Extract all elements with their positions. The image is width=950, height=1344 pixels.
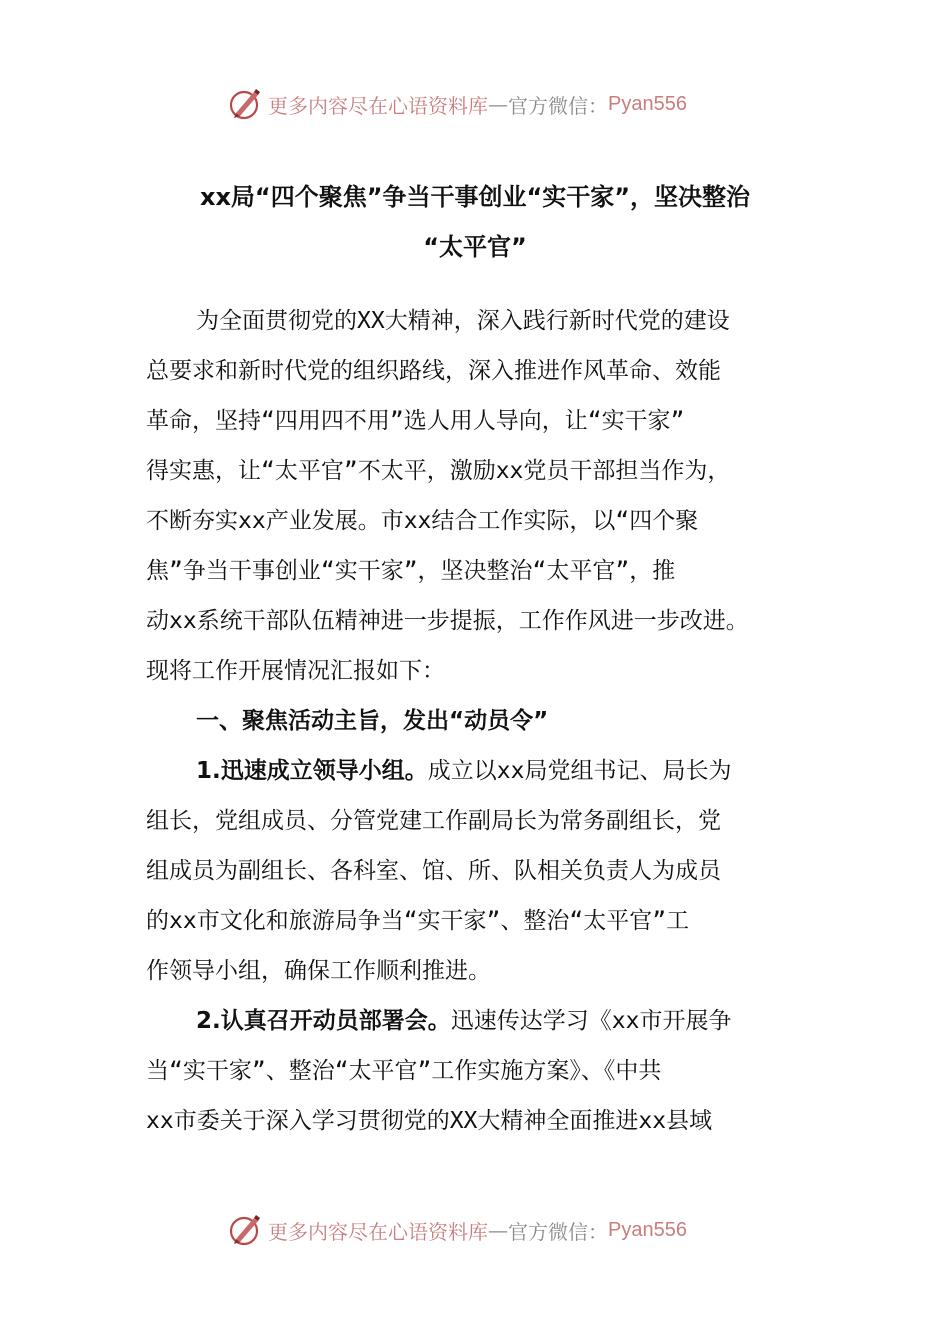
- paragraph-1-line-4: 得实惠，让“太平官”不太平，激励xx党员干部担当作为，: [146, 458, 731, 484]
- paragraph-1-line-1: 为全面贯彻党的XX大精神，深入践行新时代党的建设: [196, 308, 730, 334]
- item-1-line-3: 组成员为副组长、各科室、馆、所、队相关负责人为成员: [146, 858, 721, 884]
- footer-banner: [0, 1210, 950, 1250]
- header-banner: [0, 84, 950, 124]
- paragraph-1-line-8: 现将工作开展情况汇报如下：: [146, 658, 445, 684]
- paragraph-1-line-7: 动xx系统干部队伍精神进一步提振，工作作风进一步改进。: [146, 608, 749, 634]
- item-1-line-5: 作领导小组，确保工作顺利推进。: [146, 958, 491, 984]
- item-2-line-1: [196, 996, 731, 1046]
- header-banner-label: 官方微信：: [508, 93, 608, 118]
- item-1-line-2: 组长，党组成员、分管党建工作副局长为常务副组长，党: [146, 808, 721, 834]
- item-2-line-2: 当“实干家”、整治“太平官”工作实施方案》、《中共: [146, 1058, 662, 1084]
- header-banner-content: [228, 84, 687, 124]
- header-banner-wechat-id: Pyan556: [608, 92, 687, 115]
- item-1-first-text: 成立以xx局党组书记、局长为: [427, 758, 732, 784]
- header-banner-site-text: 更多内容尽在心语资料库: [268, 93, 488, 118]
- footer-banner-dash: —: [488, 1218, 508, 1242]
- pen-logo-icon: [228, 86, 264, 122]
- item-1-line-1: [196, 746, 731, 796]
- item-2-line-3: xx市委关于深入学习贯彻党的XX大精神全面推进xx县域: [146, 1108, 713, 1134]
- footer-banner-label: 官方微信：: [508, 1219, 608, 1244]
- header-banner-dash: —: [488, 92, 508, 116]
- pen-logo-icon: [228, 1212, 264, 1248]
- footer-banner-content: [228, 1210, 687, 1250]
- item-1-lead: 1.迅速成立领导小组。: [196, 758, 428, 784]
- footer-banner-site-text: 更多内容尽在心语资料库: [268, 1219, 488, 1244]
- item-2-lead: 2.认真召开动员部署会。: [196, 1008, 451, 1034]
- item-1-line-4: 的xx市文化和旅游局争当“实干家”、整治“太平官”工: [146, 908, 690, 934]
- paragraph-1-line-3: 革命，坚持“四用四不用”选人用人导向，让“实干家”: [146, 408, 685, 434]
- paragraph-1-line-6: 焦”争当干事创业“实干家”，坚决整治“太平官”，推: [146, 558, 676, 584]
- paragraph-1-line-5: 不断夯实xx产业发展。市xx结合工作实际，以“四个聚: [146, 508, 699, 534]
- document-title-line-2: “太平官”: [423, 233, 527, 261]
- item-2-first-text: 迅速传达学习《xx市开展争: [450, 1008, 732, 1034]
- section-1-heading: 一、聚焦活动主旨，发出“动员令”: [196, 708, 549, 734]
- footer-banner-wechat-id: Pyan556: [608, 1218, 687, 1241]
- paragraph-1-line-2: 总要求和新时代党的组织路线，深入推进作风革命、效能: [146, 358, 721, 384]
- document-title-line-1: xx局“四个聚焦”争当干事创业“实干家”，坚决整治: [199, 183, 751, 211]
